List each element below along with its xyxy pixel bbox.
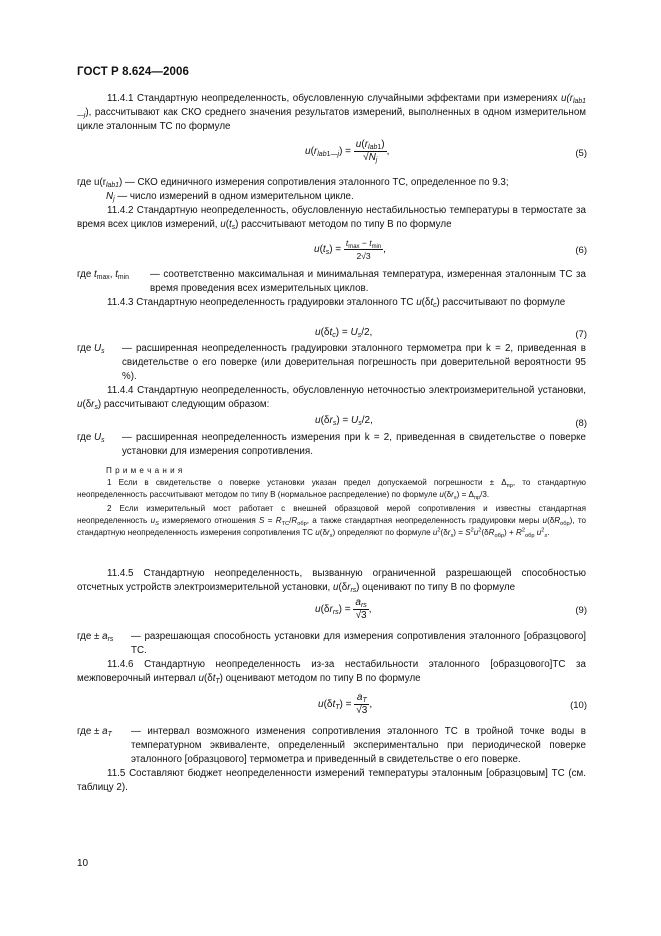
paragraph-11-4-4: 11.4.4 Стандартную неопределенность, обусловленную неточностью электроизмерительной установки, $u(\delta r_s)$ рассчитывают следующим образом:: [77, 385, 586, 411]
where-6: — соответственно максимальная и минимальная температура, измеренная эталонным ТС за время проведения всех измерительных циклов.: [150, 269, 586, 294]
formula-7: $u(\delta t_c) = U_s/2$,: [315, 327, 373, 339]
paragraph-11-4-1: 11.4.1 Стандартную неопределенность, обусловленную случайными эффектами при измерениях $u(r_{lab1—j})$, рассчитывают как СКО среднего значения результатов измерений, выполненных в одном измерительном цикле эталонным ТС по формуле: [77, 93, 586, 132]
page-number: 10: [77, 858, 89, 869]
where-5-nj: $N_j$ — число измерений в одном измерительном цикле.: [106, 191, 354, 203]
formula-10: $u(\delta t_T)$ = $\frac{a_T}{√3}$ ,: [318, 692, 373, 716]
formula-9: $u(\delta r_{rs})$ = $\frac{a_{rs}}{√3}$ ,: [315, 597, 372, 621]
paragraph-11-4-6: 11.4.6 Стандартную неопределенность из-за нестабильности эталонного [образцового]ТС за межповерочный интервал $u(\delta t_T)$ оценивают методом по типу В по формуле: [77, 659, 586, 685]
where-10-symbol: где ± $a_T$: [77, 726, 112, 738]
paragraph-11-4-3: 11.4.3 Стандартную неопределенность градуировки эталонного ТС $u(\delta t_c)$ рассчитывают по формуле: [107, 297, 566, 309]
formula-6: $u(t_s)$ = $\frac{t_{max} - t_{min}}{2√3}$ ,: [314, 238, 386, 261]
where-5: где $u(r_{lab1})$ — СКО единичного измерения сопротивления эталонного ТС, определенное по 9.3;: [77, 177, 509, 189]
where-8: — расширенная неопределенность измерения при k = 2, приведенная в свидетельстве о поверке установки для измерения сопротивления.: [122, 432, 586, 457]
equation-number-10: (10): [570, 700, 587, 711]
equation-number-5: (5): [575, 148, 587, 159]
note-2: 2 Если измерительный мост работает с внешней образцовой мерой сопротивления и известны стандартная неопределенность $u_S$ измеряемого отношения $S = R_{TC}/R_{обр}$, а также стандартная неопределенность градуировки меры $u(\delta R_{обр})$, то стандартную неопределенность измерения сопротивления ТС $u(\delta r_s)$ определяют по формуле $u^2(\delta r_s) = S^2u^2(\delta R_{обр}) + R^2_{обр}$ $u^2_s$.: [77, 504, 587, 539]
document-header: ГОСТ Р 8.624—2006: [77, 66, 189, 78]
equation-number-7: (7): [575, 329, 587, 340]
where-9: — разрешающая способность установки для измерения сопротивления эталонного [образцового] ТС.: [131, 631, 586, 656]
paragraph-11-4-5: 11.4.5 Стандартную неопределенность, вызванную ограниченной разрешающей способностью отсчетных устройств электроизмерительной установки, $u(\delta r_{rs})$ оценивают по типу В по формуле: [77, 568, 586, 594]
where-9-symbol: где ± $a_{rs}$: [77, 631, 114, 643]
where-7-symbol: где $U_s$: [77, 343, 105, 355]
formula-8: $u(\delta r_s) = U_s/2$,: [315, 415, 373, 427]
equation-number-9: (9): [575, 605, 587, 616]
where-10: — интервал возможного изменения сопротивления эталонного ТС в тройной точке воды в температурном эквиваленте, определенный экспериментально при периодической поверке эталонного [образцового] термометра и приведенный в свидетельстве о его поверке.: [131, 726, 586, 765]
equation-number-8: (8): [575, 418, 587, 429]
formula-5: $u(r_{lab1—j})$ = $\frac{u(r_{lab1})}{√N_j}$ ,: [305, 139, 390, 164]
where-6-symbol: где $t_{max}$, $t_{min}$: [77, 269, 129, 281]
where-7: — расширенная неопределенность градуировки эталонного термометра при k = 2, приведенная в свидетельстве о его поверке (или доверительная погрешность при доверительной вероятности 95 %).: [122, 343, 586, 382]
notes-heading: П р и м е ч а н и я: [106, 466, 183, 475]
paragraph-11-5: 11.5 Составляют бюджет неопределенности измерений температуры эталонным [образцовым] ТС (см. таблицу 2).: [77, 768, 586, 793]
paragraph-11-4-2: 11.4.2 Стандартную неопределенность, обусловленную нестабильностью температуры в термостате за время всех циклов измерений, $u(t_s)$ рассчитывают методом по типу В по формуле: [77, 205, 586, 231]
where-8-symbol: где $U_s$: [77, 432, 105, 444]
equation-number-6: (6): [575, 245, 587, 256]
note-1: 1 Если в свидетельстве о поверке установки указан предел допускаемой погрешности ± $\Delta_{пр}$, то стандартную неопределенность рассчитывают методом по типу В (нормальное распределение) по формуле $u(\delta r_s) = \Delta_{пр}/3$.: [77, 478, 586, 501]
